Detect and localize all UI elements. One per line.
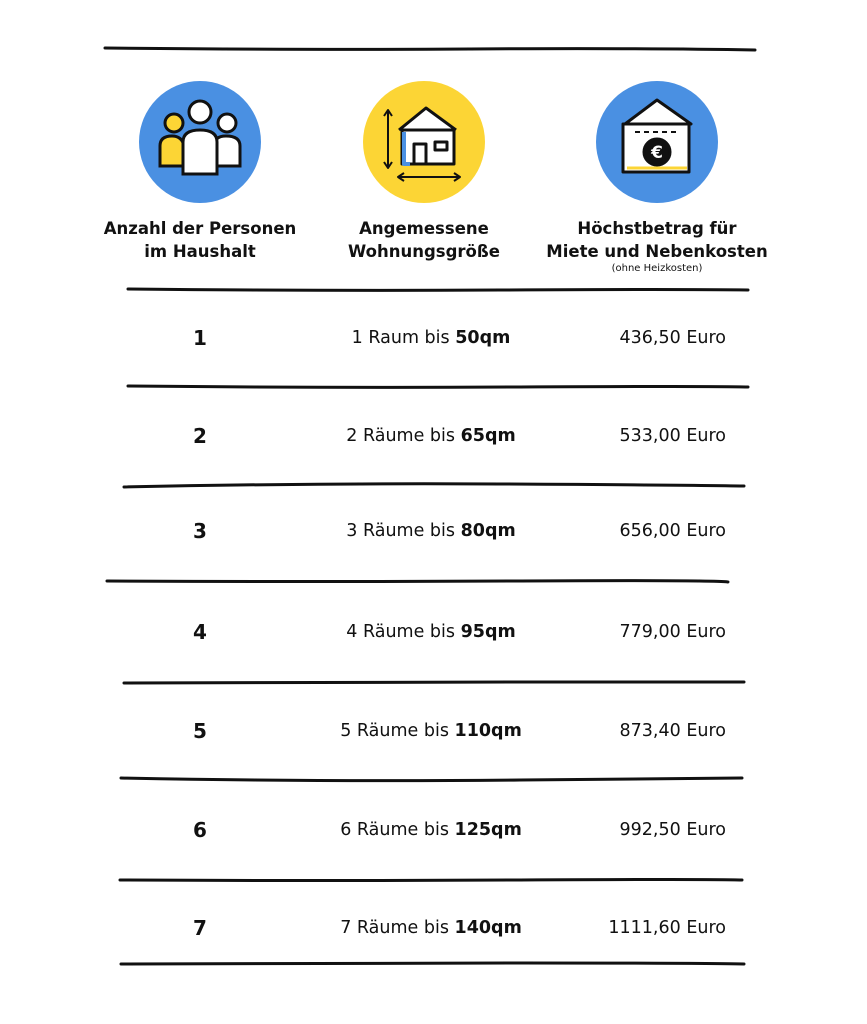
svg-text:€: € (651, 143, 663, 163)
people-icon (138, 80, 262, 204)
size-value: 140qm (454, 918, 522, 938)
apartment-size (300, 416, 562, 456)
apartment-size (300, 511, 562, 551)
table-row (0, 318, 867, 358)
header-max-amount (537, 217, 777, 275)
apartment-size (300, 908, 562, 948)
persons-count: 7 (193, 916, 207, 940)
header-persons-line1: Anzahl der Personen (103, 219, 297, 238)
house-size-icon (362, 80, 486, 204)
size-value: 80qm (460, 521, 516, 541)
apartment-size (300, 810, 562, 850)
table-row (0, 810, 867, 850)
size-text: 5 Räume bis (340, 721, 455, 741)
apartment-size (300, 711, 562, 751)
max-price: 1111,60 Euro (608, 918, 726, 938)
persons-count: 6 (193, 818, 207, 842)
max-price: 873,40 Euro (619, 721, 726, 741)
table-row (0, 416, 867, 456)
table-row (0, 612, 867, 652)
row-divider-6 (120, 880, 742, 881)
row-divider-2 (124, 484, 744, 487)
size-value: 50qm (455, 328, 511, 348)
bottom-divider (121, 963, 744, 964)
max-price: 436,50 Euro (619, 328, 726, 348)
size-value: 125qm (454, 820, 522, 840)
header-persons-line2: im Haushalt (144, 242, 256, 261)
size-value: 65qm (460, 426, 516, 446)
header-max-line2: Miete und Nebenkosten (546, 242, 768, 261)
max-price: 779,00 Euro (619, 622, 726, 642)
size-text: 1 Raum bis (351, 328, 456, 348)
persons-count: 3 (193, 519, 207, 543)
header-max-line1: Höchstbetrag für (577, 219, 737, 238)
size-value: 95qm (460, 622, 516, 642)
size-text: 3 Räume bis (346, 521, 461, 541)
euro-house-icon (595, 80, 719, 204)
size-text: 4 Räume bis (346, 622, 461, 642)
header-persons (80, 217, 320, 263)
row-divider-1 (128, 386, 748, 387)
table-row (0, 511, 867, 551)
persons-count: 5 (193, 719, 207, 743)
header-size-line2: Wohnungsgröße (348, 242, 500, 261)
row-divider-3 (107, 581, 728, 582)
persons-count: 1 (193, 326, 207, 350)
persons-count: 4 (193, 620, 207, 644)
apartment-size (300, 318, 562, 358)
table-row (0, 908, 867, 948)
header-size (304, 217, 544, 263)
header-size-line1: Angemessene (359, 219, 489, 238)
persons-count: 2 (193, 424, 207, 448)
size-text: 6 Räume bis (340, 820, 455, 840)
max-price: 656,00 Euro (619, 521, 726, 541)
header-divider (128, 289, 748, 290)
row-divider-4 (124, 682, 744, 683)
header-max-note: (ohne Heizkosten) (611, 263, 703, 274)
row-divider-5 (121, 778, 742, 781)
size-text: 7 Räume bis (340, 918, 455, 938)
table-row (0, 711, 867, 751)
max-price: 992,50 Euro (619, 820, 726, 840)
apartment-size (300, 612, 562, 652)
size-text: 2 Räume bis (346, 426, 461, 446)
top-divider (105, 48, 755, 50)
size-value: 110qm (454, 721, 522, 741)
max-price: 533,00 Euro (619, 426, 726, 446)
